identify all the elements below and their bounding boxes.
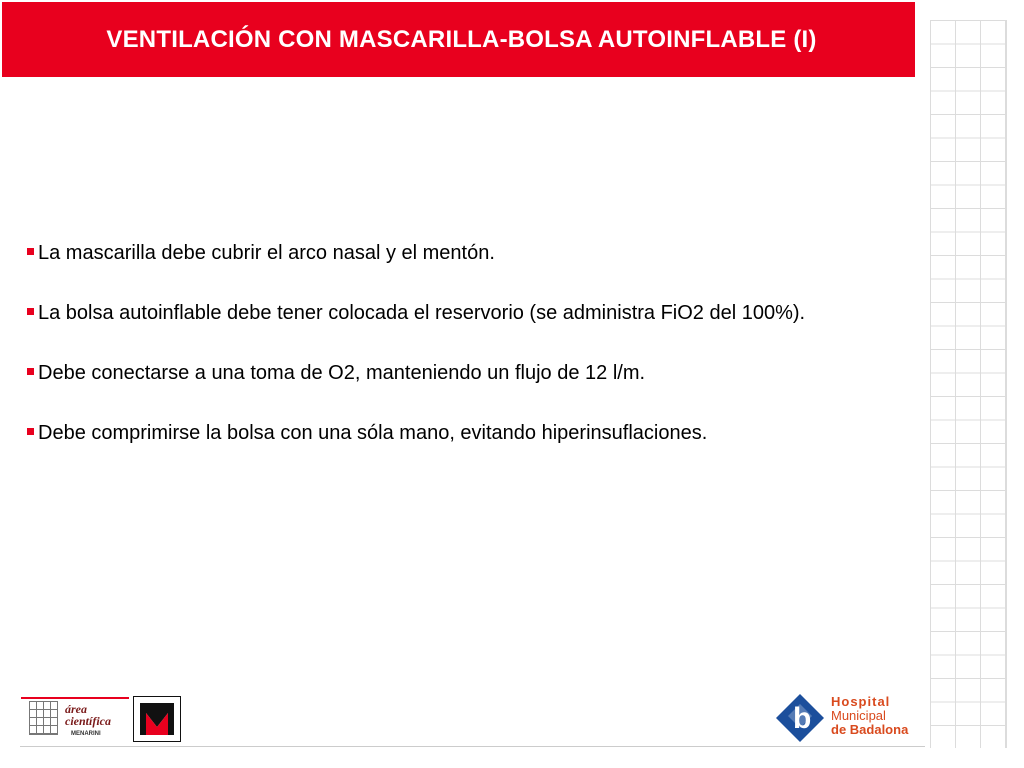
hospital-municipal-badalona-logo: b Hospital Municipal de Badalona — [772, 690, 918, 746]
grid-logo-icon — [29, 701, 58, 735]
svg-text:b: b — [793, 702, 812, 735]
title-banner — [2, 2, 915, 77]
hospital-b-logo-icon — [772, 690, 828, 746]
square-bullet-icon — [27, 308, 34, 315]
square-bullet-icon — [27, 428, 34, 435]
decorative-grid — [930, 20, 1007, 748]
area-cientifica-logo: área científica MENARINI — [21, 694, 131, 740]
square-bullet-icon — [27, 248, 34, 255]
footer-divider — [20, 746, 925, 747]
menarini-m-logo-icon — [133, 696, 181, 742]
bullet-item: Debe comprimirse la bolsa con una sóla mano, evitando hiperinsuflaciones. — [27, 418, 913, 449]
bullet-item: La mascarilla debe cubrir el arco nasal y el mentón. — [27, 238, 913, 269]
bullet-list — [27, 238, 913, 478]
square-bullet-icon — [27, 368, 34, 375]
bullet-item: La bolsa autoinflable debe tener colocada el reservorio (se administra FiO2 del 100%). — [27, 298, 913, 329]
slide-title: VENTILACIÓN CON MASCARILLA-BOLSA AUTOINFLABLE (I) — [106, 25, 817, 53]
bullet-item: Debe conectarse a una toma de O2, manteniendo un flujo de 12 l/m. — [27, 358, 913, 389]
